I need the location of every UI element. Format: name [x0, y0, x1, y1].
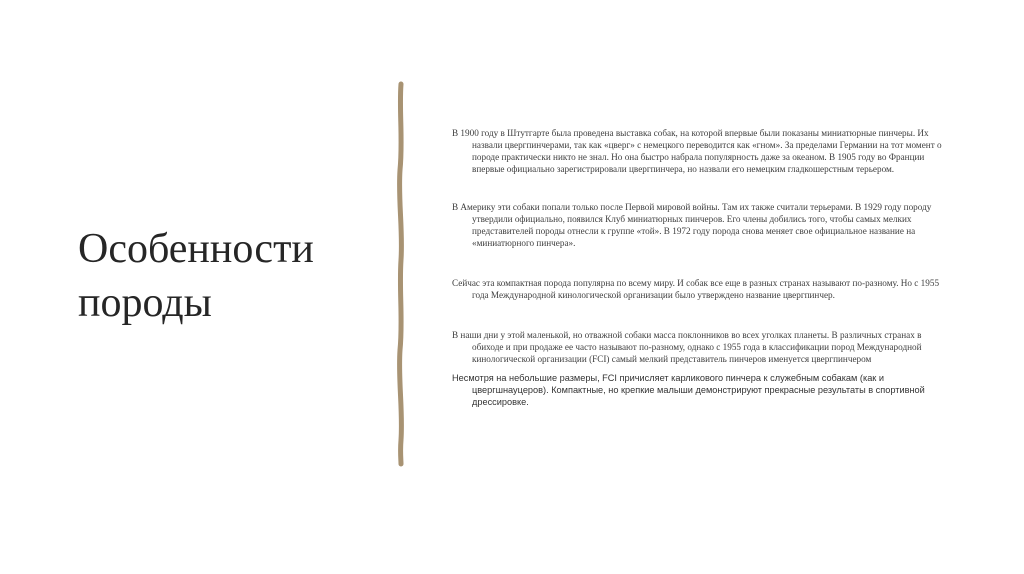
paragraph-service-dog: Несмотря на небольшие размеры, FCI причисляет карликового пинчера к служебным собакам (как и цвергшнауцеров). Компактные, но крепкие малыши демонстрируют прекрасные результаты в спортивной дрессировке. [452, 373, 925, 407]
slide-title-line-1: Особенности [78, 226, 314, 272]
slide-title [78, 222, 368, 330]
vertical-divider [391, 80, 411, 468]
slide-title-line-2: породы [78, 280, 212, 326]
paragraph-modern-naming: В наши дни у этой маленькой, но отважной собаки масса поклонников во всех уголках планеты. В различных странах в обиходе и при продаже ее часто называют по-разному, однако с 1955 года в классификации пород Международной кинологической организации (FCI) самый мелкий представитель пинчеров именуется цвергпинчером [452, 330, 922, 364]
paragraph-popularity: Сейчас эта компактная порода популярна по всему миру. И собак все еще в разных странах называют по-разному. Но с 1955 года Международной кинологической организации было утверждено название цвергпинчер. [452, 278, 940, 300]
paragraph-history-germany: В 1900 году в Штутгарте была проведена выставка собак, на которой впервые были показаны миниатюрные пинчеры. Их назвали цвергпинчерами, так как «цверг» с немецкого переводится как «гном». За пределами Германии на тот момент о породе практически никто не знал. Но она быстро набрала популярность даже за океаном. В 1905 году во Франции впервые официально зарегистрировали цвергпинчера, но назвали его немецким гладкошерстным терьером. [452, 128, 942, 174]
content-body [452, 127, 952, 408]
paragraph-history-america: В Америку эти собаки попали только после Первой мировой войны. Там их также считали терьерами. В 1929 году породу утвердили официально, появился Клуб миниатюрных пинчеров. Его члены добились того, чтобы самых мелких представителей породы отнесли к группе «той». В 1972 году порода снова меняет свое официальное название на «миниатюрного пинчера». [452, 202, 932, 248]
